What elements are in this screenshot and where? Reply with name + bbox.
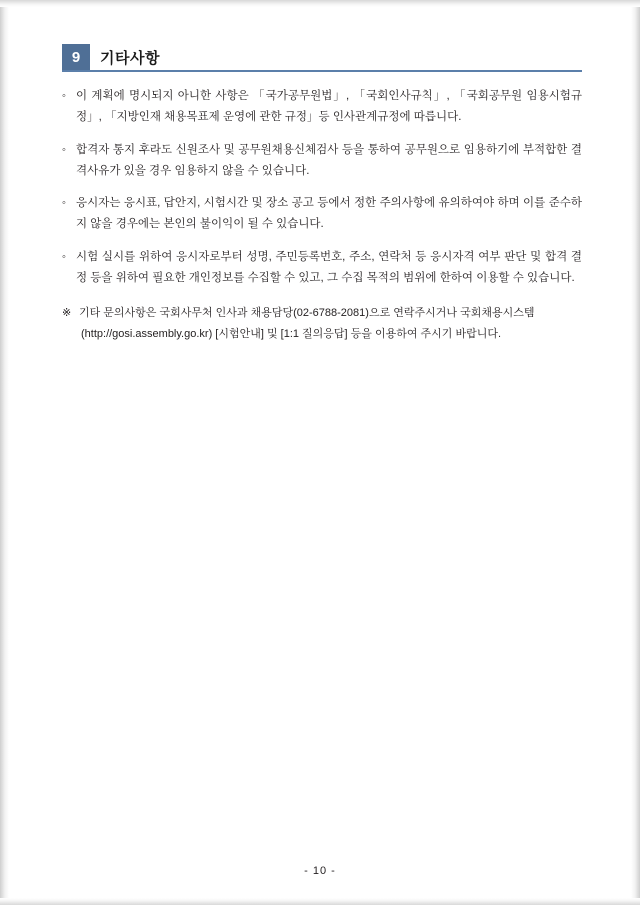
page-edge-shadow-right xyxy=(631,0,640,905)
bullet-marker-icon: ◦ xyxy=(62,250,66,263)
note-paragraph xyxy=(62,303,582,345)
list-item xyxy=(62,86,582,129)
list-item-text: 시험 실시를 위하여 응시자로부터 성명, 주민등록번호, 주소, 연락처 등 응시자격 여부 판단 및 합격 결정 등을 위하여 필요한 개인정보를 수집할 수 있고, 그 수집 목적의 범위에 한하여 이용할 수 있습니다. xyxy=(76,250,582,284)
bullet-marker-icon: ◦ xyxy=(62,197,66,210)
section-number: 9 xyxy=(62,44,90,70)
list-item xyxy=(62,247,582,290)
note-line-2: (http://gosi.assembly.go.kr) [시험안내] 및 [1:1 질의응답] 등을 이용하여 주시기 바랍니다. xyxy=(81,328,502,341)
list-item xyxy=(62,193,582,236)
bullet-list xyxy=(62,86,582,289)
page-edge-shadow-left xyxy=(0,0,9,905)
note-line-1: 기타 문의사항은 국회사무처 인사과 채용담당(02-6788-2081)으로 연락주시거나 국회채용시스템 xyxy=(79,307,535,320)
section-title: 기타사항 xyxy=(100,49,160,67)
list-item xyxy=(62,140,582,183)
reference-mark-icon: ※ xyxy=(62,307,72,320)
list-item-text: 합격자 통지 후라도 신원조사 및 공무원채용신체검사 등을 통하여 공무원으로 임용하기에 부적합한 결격사유가 있을 경우 임용하지 않을 수 있습니다. xyxy=(76,143,582,177)
page-edge-shadow-bottom xyxy=(0,898,640,905)
page-edge-shadow-top xyxy=(0,0,640,7)
section-header xyxy=(62,44,582,72)
bullet-marker-icon: ◦ xyxy=(62,143,66,156)
list-item-text: 이 계획에 명시되지 아니한 사항은 「국가공무원법」, 「국회인사규칙」, 「국회공무원 임용시험규정」, 「지방인재 채용목표제 운영에 관한 규정」등 인사관계규정에 따릅니다. xyxy=(76,90,582,124)
bullet-marker-icon: ◦ xyxy=(62,90,66,102)
page-content xyxy=(62,44,582,345)
page-number: - 10 - xyxy=(304,865,336,877)
list-item-text: 응시자는 응시표, 답안지, 시험시간 및 장소 공고 등에서 정한 주의사항에 유의하여야 하며 이를 준수하지 않을 경우에는 본인의 불이익이 될 수 있습니다. xyxy=(76,197,582,231)
